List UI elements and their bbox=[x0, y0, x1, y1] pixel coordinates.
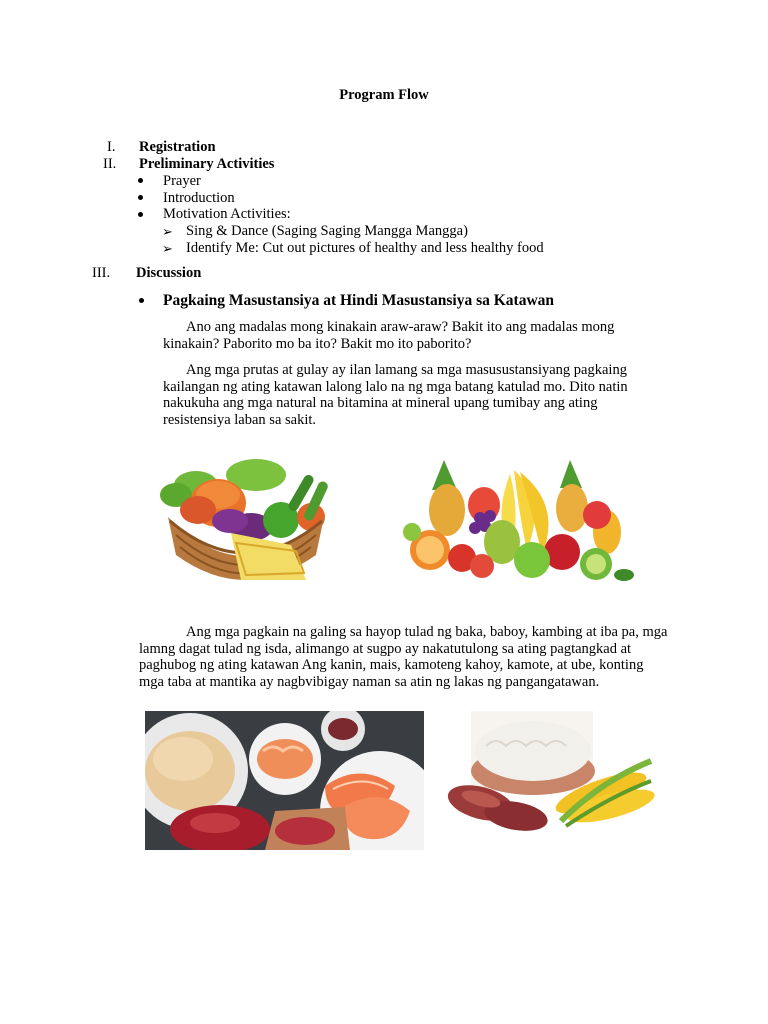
paragraph-question: Ano ang madalas mong kinakain araw-araw? Bakit ito ang madalas mong kinakain? Paborito mo ba ito? Bakit mo ito paborito? bbox=[163, 319, 615, 352]
list-item-identify-me: Identify Me: Cut out pictures of healthy and less healthy food bbox=[186, 240, 544, 256]
discussion-topic-heading: Pagkaing Masustansiya at Hindi Masustansiya sa Katawan bbox=[163, 292, 555, 309]
list-item-prayer: Prayer bbox=[163, 173, 201, 189]
fruits-image bbox=[402, 460, 640, 590]
arrow-bullet-icon: ➢ bbox=[162, 224, 173, 239]
page-title: Program Flow bbox=[339, 87, 429, 103]
list-item-introduction: Introduction bbox=[163, 190, 235, 206]
bullet-icon bbox=[139, 298, 144, 303]
outline-preliminary-activities: Preliminary Activities bbox=[139, 156, 275, 172]
outline-number-iii: III. bbox=[92, 265, 111, 281]
rice-sweetpotato-corn-image bbox=[441, 711, 656, 836]
vegetable-basket-image bbox=[156, 455, 334, 585]
outline-number-i: I. bbox=[107, 139, 116, 155]
bullet-icon bbox=[138, 195, 143, 200]
meat-fish-image bbox=[145, 711, 424, 850]
outline-number-ii: II. bbox=[103, 156, 117, 172]
paragraph-fruits-vegetables: Ang mga prutas at gulay ay ilan lamang sa mga masusustansiyang pagkaing kailangan ng ating katawan lalong lalo na ng mga batang katulad mo. Dito natin nakukuha ang mga natural na bitamina at mineral upang tumibay ang ating resistensiya laban sa sakit. bbox=[163, 362, 628, 428]
bullet-icon bbox=[138, 212, 143, 217]
outline-discussion: Discussion bbox=[136, 265, 202, 281]
list-item-sing-dance: Sing & Dance (Saging Saging Mangga Mangga) bbox=[186, 223, 468, 239]
paragraph-animal-foods: Ang mga pagkain na galing sa hayop tulad ng baka, baboy, kambing at iba pa, mga lamng dagat tulad ng isda, alimango at sugpo ay nakatutulong sa ating pagtangkad at paghubog ng ating katawan Ang kanin, mais, kamoteng kahoy, kamote, at ube, konting mga taba at mantika ay nagbvibigay naman sa atin ng lakas ng pangangatawan. bbox=[139, 624, 668, 690]
list-item-motivation: Motivation Activities: bbox=[163, 206, 291, 222]
arrow-bullet-icon: ➢ bbox=[162, 241, 173, 256]
bullet-icon bbox=[138, 178, 143, 183]
outline-registration: Registration bbox=[139, 139, 216, 155]
